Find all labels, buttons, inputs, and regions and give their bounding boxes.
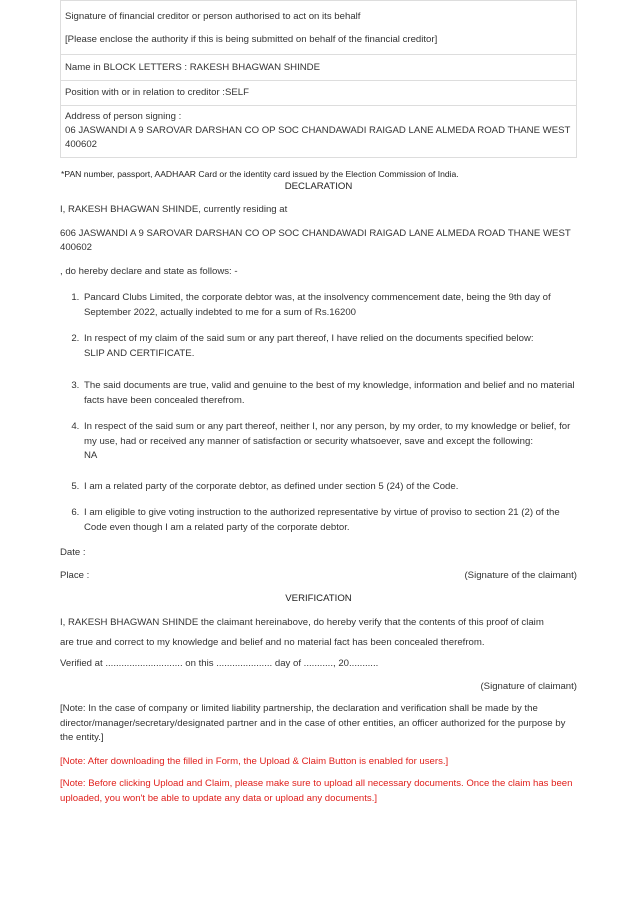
address-value: 06 JASWANDI A 9 SAROVAR DARSHAN CO OP SOC CHANDAWADI RAIGAD LANE ALMEDA ROAD THANE WEST 400602 [65,125,571,150]
place-signature-row [60,569,577,583]
document-list: SLIP AND CERTIFICATE. [84,347,195,359]
name-row [61,54,576,80]
upload-claim-note: [Note: After downloading the filled in Form, the Upload & Claim Button is enabled for users.] [60,755,449,767]
place-label: Place : [60,569,90,581]
signature-row [61,0,576,54]
declaration-intro: I, RAKESH BHAGWAN SHINDE, currently residing at [60,204,288,215]
verification-line-2: are true and correct to my knowledge and belief and no material fact has been concealed therefrom. [60,636,485,648]
list-item: 6. I am eligible to give voting instruction to the authorized representative by virtue of proviso to section 21 (2) of the Code even though I am a related party of the corporate debtor. [82,506,577,535]
list-item: 1. Pancard Clubs Limited, the corporate debtor was, at the insolvency commencement date, being the 9th day of September 2022, actually indebted to me for a sum of Rs.16200 [82,291,577,320]
declaration-state: , do hereby declare and state as follows: - [60,265,238,277]
list-item: 2. In respect of my claim of the said sum or any part thereof, I have relied on the documents specified below: SLIP AND CERTIFICATE. [82,332,577,361]
proof-of-claim-page [60,0,577,806]
address-row [61,105,576,157]
declaration-list [60,291,577,535]
list-item: 4. In respect of the said sum or any part thereof, neither I, nor any person, by my order, to my knowledge or belief, for my use, had or received any manner of satisfaction or security whatsoever, save and except the following: NA [82,420,577,464]
list-item: 3. The said documents are true, valid and genuine to the best of my knowledge, information and belief and no material facts have been concealed therefrom. [82,379,577,408]
satisfaction-value: NA [84,450,98,461]
verification-note: [Note: In the case of company or limited liability partnership, the declaration and verification shall be made by the director/manager/secretary/designated partner and in the case of other entities, an officer authorized for the purpose by the entity.] [60,703,566,743]
upload-warning-note: [Note: Before clicking Upload and Claim, please make sure to upload all necessary documents. Once the claim has been uploaded, you won't be able to update any data or upload any documents.] [60,778,573,804]
signature-label: Signature of financial creditor or person authorised to act on its behalf [65,11,361,22]
pan-note: *PAN number, passport, AADHAAR Card or the identity card issued by the Election Commission of India. [61,169,459,179]
verified-at-line: Verified at ............................. on this ..................... day of ..........., 20........... [60,658,379,669]
date-label: Date : [60,547,86,558]
authority-note: [Please enclose the authority if this is being submitted on behalf of the financial creditor] [65,34,438,45]
position-line: Position with or in relation to creditor :SELF [65,87,249,98]
declaration-title: DECLARATION [284,181,353,192]
verification-line-1: I, RAKESH BHAGWAN SHINDE the claimant hereinabove, do hereby verify that the contents of this proof of claim [60,617,544,628]
verification-title: VERIFICATION [285,592,352,604]
address-label: Address of person signing : [65,111,182,122]
position-row [61,80,576,105]
signatory-table [60,0,577,158]
name-line: Name in BLOCK LETTERS : RAKESH BHAGWAN SHINDE [65,62,321,73]
list-item: 5. I am a related party of the corporate debtor, as defined under section 5 (24) of the Code. [82,480,577,495]
declaration-address: 606 JASWANDI A 9 SAROVAR DARSHAN CO OP SOC CHANDAWADI RAIGAD LANE ALMEDA ROAD THANE WEST 400602 [60,227,571,253]
claimant-signature: (Signature of claimant) [480,680,577,692]
claimant-signature-label: (Signature of the claimant) [464,569,577,581]
